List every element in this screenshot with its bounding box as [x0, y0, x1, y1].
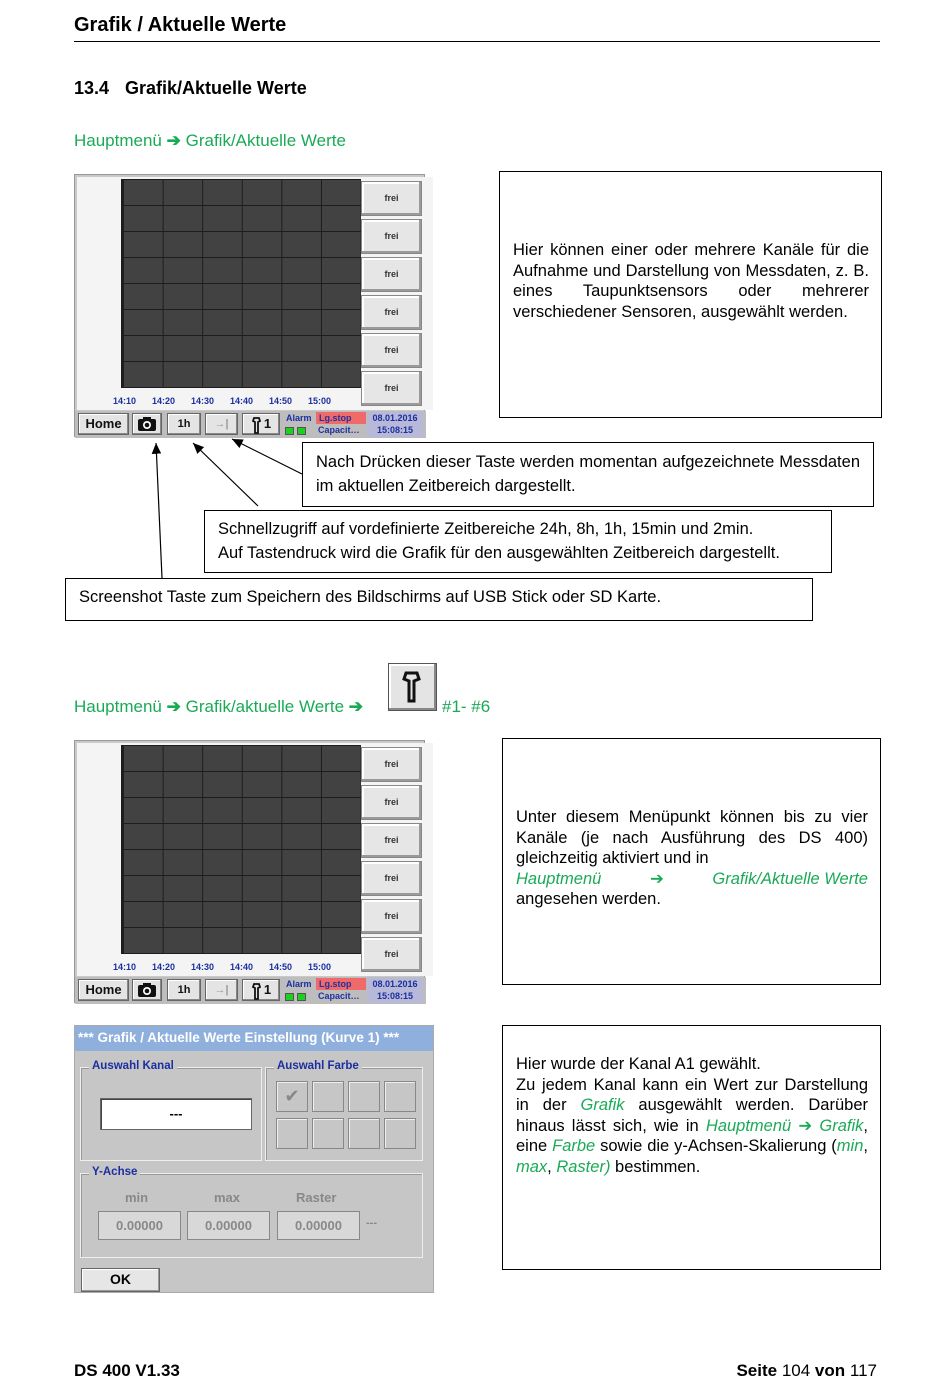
- green-term: Farbe: [552, 1137, 596, 1155]
- color-cell[interactable]: [348, 1118, 380, 1149]
- settings-button-image: [388, 663, 437, 711]
- callout-box-timerange: [204, 510, 832, 573]
- channel-select[interactable]: ---: [100, 1098, 252, 1130]
- color-cell-selected[interactable]: ✔: [276, 1081, 308, 1112]
- wrench-icon: [401, 670, 425, 704]
- time-tick: 14:20: [152, 396, 176, 406]
- text-run: Unter diesem Menüpunkt können bis zu vier Kanäle (je nach Ausführung des DS 400) gleichzeitig aktiviert und in: [516, 808, 868, 867]
- alarm-label: Alarm: [286, 979, 312, 989]
- unit-label: ---: [366, 1217, 377, 1229]
- group-legend: Y-Achse: [89, 1166, 140, 1178]
- arrow-right-icon: ➔: [798, 1116, 813, 1135]
- max-field[interactable]: 0.00000: [187, 1211, 270, 1240]
- breadcrumb: [74, 697, 363, 717]
- capacity-label: Capacit…: [316, 424, 366, 436]
- color-cell[interactable]: [312, 1081, 344, 1112]
- color-cell[interactable]: [384, 1118, 416, 1149]
- breadcrumb-suffix: #1- #6: [442, 697, 491, 716]
- date-label: 08.01.2016: [372, 413, 418, 423]
- time-label: 15:08:15: [376, 425, 414, 435]
- datetime: [367, 978, 423, 1003]
- footer-page-total: 117: [849, 1361, 877, 1380]
- green-term: Raster): [556, 1157, 611, 1176]
- callout-text-line: Schnellzugriff auf vordefinierte Zeitbereiche 24h, 8h, 1h, 15min und 2min.: [218, 520, 754, 538]
- time-tick: 14:50: [269, 962, 293, 972]
- time-tick: 14:40: [230, 396, 254, 406]
- footer-product: DS 400 V1.33: [74, 1361, 180, 1380]
- green-term: max: [516, 1157, 548, 1176]
- arrow-right-icon: ➔: [166, 697, 181, 716]
- time-range-button[interactable]: 1h: [167, 979, 201, 1001]
- text-line: Hier wurde der Kanal A1 gewählt.: [516, 1055, 761, 1073]
- color-cell[interactable]: [312, 1118, 344, 1149]
- color-cell[interactable]: [348, 1081, 380, 1112]
- logger-stop-label: Lg.stop: [316, 978, 366, 990]
- breadcrumb-main: Hauptmenü: [74, 131, 162, 150]
- green-term: Grafik: [580, 1096, 625, 1114]
- settings-number: 1: [263, 982, 272, 997]
- home-button[interactable]: Home: [78, 979, 129, 1001]
- callout-text: Screenshot Taste zum Speichern des Bildschirms auf USB Stick oder SD Karte.: [79, 588, 662, 606]
- max-label: max: [214, 1190, 241, 1205]
- group-legend: Auswahl Farbe: [274, 1060, 362, 1072]
- channel-button-1[interactable]: frei: [361, 747, 422, 782]
- wrench-icon: [251, 982, 264, 1000]
- arrow-right-icon: ➔: [649, 869, 664, 888]
- green-term: Hauptmenü: [705, 1116, 792, 1135]
- arrow-to-camera-button: [156, 443, 162, 578]
- footer-von: von: [814, 1361, 846, 1380]
- capacity-label: Capacit…: [316, 990, 366, 1002]
- text-run: bestimmen.: [615, 1157, 701, 1176]
- text-run: ,: [547, 1157, 557, 1176]
- time-label: 15:08:15: [376, 991, 414, 1001]
- green-term: min: [836, 1137, 864, 1155]
- chart-grid: [121, 745, 361, 954]
- time-tick: 14:30: [191, 962, 215, 972]
- color-cell[interactable]: [276, 1118, 308, 1149]
- callout-box-screenshot: [65, 578, 813, 621]
- callout-text: Nach Drücken dieser Taste werden momentan aufgezeichnete Messdaten im aktuellen Zeitbereich dargestellt.: [316, 453, 860, 495]
- green-term: Grafik: [819, 1116, 864, 1135]
- channel-button-6[interactable]: frei: [361, 371, 422, 406]
- section-title-text: Grafik/Aktuelle Werte: [125, 78, 307, 98]
- callout-text: [516, 1054, 868, 1177]
- channel-button-1[interactable]: frei: [361, 181, 422, 216]
- raster-field[interactable]: 0.00000: [277, 1211, 360, 1240]
- time-axis: [111, 962, 371, 974]
- callout-text: [516, 807, 868, 910]
- time-range-button[interactable]: 1h: [167, 413, 201, 435]
- arrow-to-range-button: [193, 443, 258, 506]
- time-tick: 14:10: [113, 962, 137, 972]
- time-tick: 14:40: [230, 962, 254, 972]
- callout-box-channel-settings: [502, 1025, 881, 1270]
- bottom-toolbar: [75, 977, 426, 1004]
- text-run: ausgewählt werden. Darüber hinaus lässt sich, wie in: [516, 1096, 868, 1135]
- settings-dialog: [74, 1025, 434, 1293]
- link-item: Grafik/Aktuelle Werte: [712, 869, 868, 888]
- device-screen: [74, 740, 425, 1003]
- channel-button-6[interactable]: frei: [361, 937, 422, 972]
- time-tick: 15:00: [308, 396, 332, 406]
- color-selection-group: [265, 1060, 423, 1161]
- time-tick: 14:50: [269, 396, 293, 406]
- channel-button-2[interactable]: frei: [361, 219, 422, 254]
- y-axis-group: [80, 1166, 423, 1258]
- time-tick: 14:20: [152, 962, 176, 972]
- current-data-button[interactable]: →|: [205, 413, 238, 435]
- callout-box-channels-info: [502, 738, 881, 985]
- time-tick: 14:10: [113, 396, 137, 406]
- dialog-title: *** Grafik / Aktuelle Werte Einstellung (Kurve 1) ***: [75, 1026, 433, 1051]
- min-field[interactable]: 0.00000: [98, 1211, 181, 1240]
- color-cell[interactable]: [384, 1081, 416, 1112]
- time-tick: 14:30: [191, 396, 215, 406]
- date-label: 08.01.2016: [372, 979, 418, 989]
- text-run: ,: [863, 1137, 868, 1155]
- breadcrumb-item: Grafik/Aktuelle Werte: [185, 131, 346, 150]
- camera-icon: [137, 982, 157, 998]
- ok-button[interactable]: OK: [81, 1268, 160, 1292]
- channel-button-3[interactable]: frei: [361, 257, 422, 292]
- breadcrumb-item: Grafik/aktuelle Werte: [185, 697, 345, 716]
- status-led: [285, 993, 294, 1001]
- page-header-title: Grafik / Aktuelle Werte: [74, 14, 287, 36]
- settings-number: 1: [263, 416, 272, 431]
- alarm-label: Alarm: [286, 413, 312, 423]
- channel-button-5[interactable]: frei: [361, 899, 422, 934]
- screenshot-button[interactable]: [132, 979, 162, 1001]
- group-legend: Auswahl Kanal: [89, 1060, 177, 1072]
- channel-selection-group: [80, 1060, 262, 1161]
- channel-button-4[interactable]: frei: [361, 295, 422, 330]
- section-number: 13.4: [74, 78, 110, 98]
- settings-button[interactable]: [242, 979, 280, 1001]
- logger-stop-label: Lg.stop: [316, 412, 366, 424]
- arrow-right-icon: ➔: [166, 131, 181, 150]
- status-led: [297, 993, 306, 1001]
- arrow-to-current-button: [232, 439, 302, 474]
- link-line: [516, 869, 868, 890]
- time-tick: 15:00: [308, 962, 332, 972]
- footer-page: [736, 1361, 877, 1381]
- channel-button-4[interactable]: frei: [361, 861, 422, 896]
- alarm-status: [283, 978, 315, 1003]
- link-main: Hauptmenü: [516, 869, 602, 888]
- channel-button-2[interactable]: frei: [361, 785, 422, 820]
- text-run: angesehen werden.: [516, 890, 661, 908]
- raster-label: Raster: [296, 1190, 337, 1205]
- channel-button-5[interactable]: frei: [361, 333, 422, 368]
- text-run: Zu jedem Kanal kann ein Wert zur Darstellung in der: [516, 1075, 868, 1114]
- footer-seite: Seite: [736, 1361, 778, 1380]
- current-data-button[interactable]: →|: [205, 979, 238, 1001]
- callout-text: Hier können einer oder mehrere Kanäle für die Aufnahme und Darstellung von Messdaten, z. B. eines Taupunktsensors oder mehrerer verschiedener Sensoren, ausgewählt werden.: [513, 241, 869, 321]
- logger-status: [316, 978, 366, 1003]
- min-label: min: [125, 1190, 149, 1205]
- footer-page-number: 104: [781, 1361, 811, 1380]
- channel-button-3[interactable]: frei: [361, 823, 422, 858]
- callout-text-line: Auf Tastendruck wird die Grafik für den ausgewählten Zeitbereich dargestellt.: [218, 544, 780, 562]
- home-button[interactable]: Home: [78, 413, 129, 435]
- breadcrumb-main: Hauptmenü: [74, 697, 162, 716]
- callout-box-current: [302, 442, 874, 507]
- text-run: , eine: [516, 1116, 868, 1155]
- text-run: sowie die y-Achsen-Skalierung (: [600, 1137, 837, 1155]
- arrow-right-icon: ➔: [348, 697, 364, 716]
